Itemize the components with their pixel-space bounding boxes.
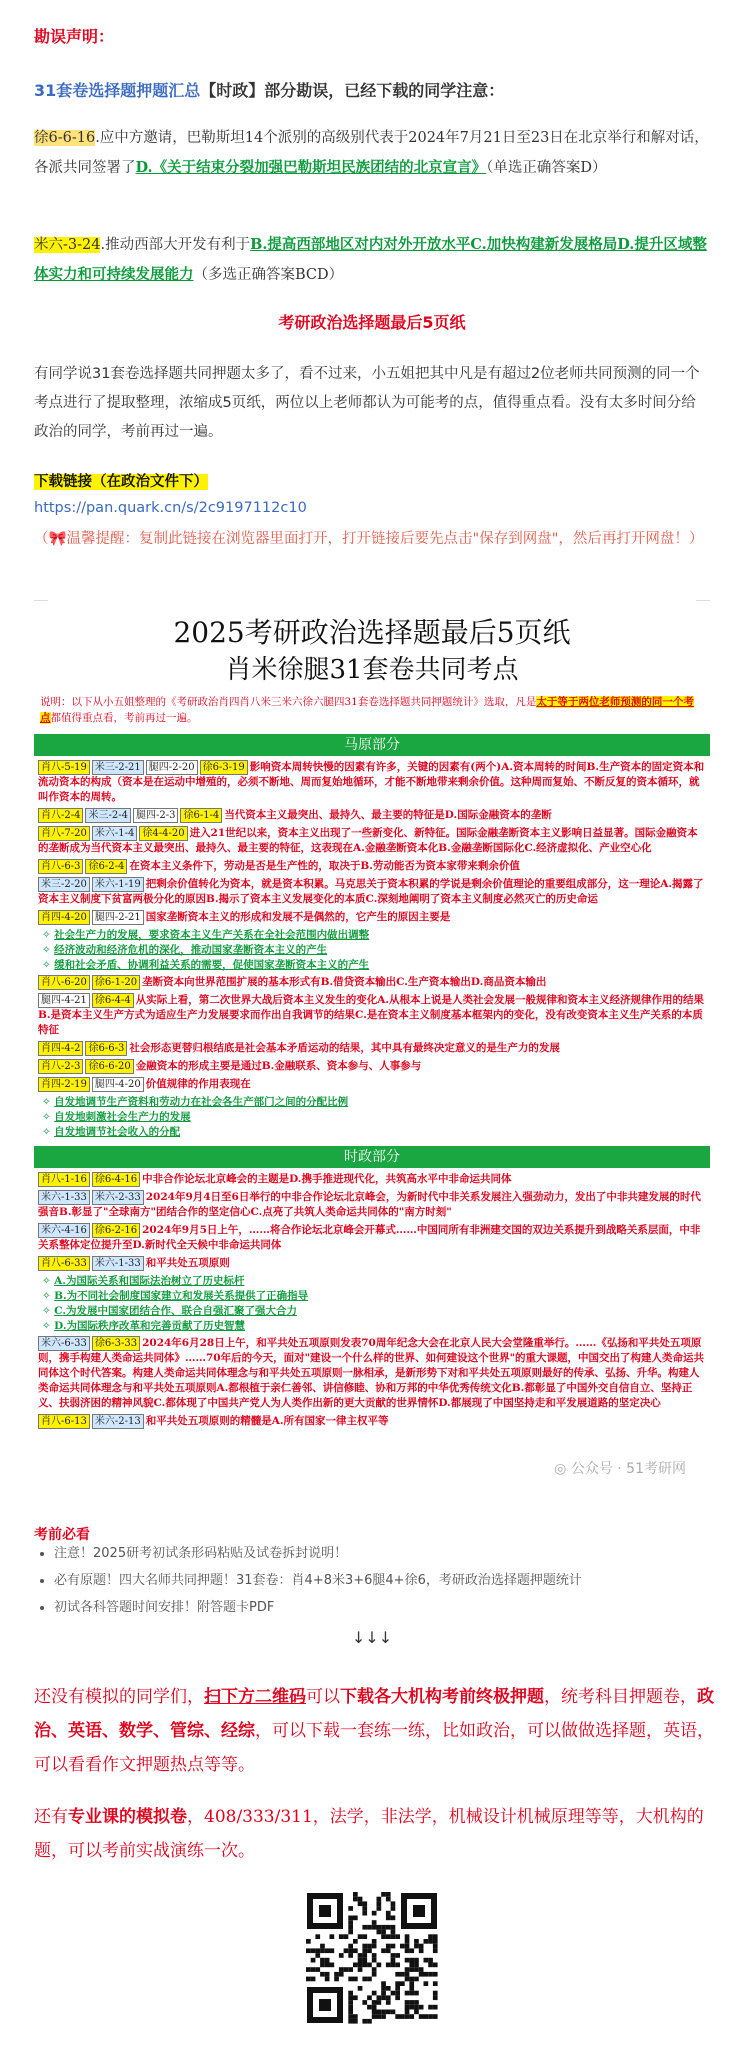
source-tag: 肖八-2-3 (38, 1059, 83, 1074)
source-tag: 腿四-4-20 (92, 1077, 144, 1092)
diamond-item: ✧ 经济波动和经济危机的深化，推动国家垄断资本主义的产生 (42, 944, 328, 956)
source-tag: 徐6-3-33 (92, 1336, 140, 1351)
errata-heading: 勘误声明： (34, 27, 115, 46)
diamond-item: ✧ 社会生产力的发展，要求资本主义生产关系在全社会范围内做出调整 (42, 929, 370, 941)
diamond-icon: ✧ (42, 1126, 55, 1138)
poster-row (38, 1077, 706, 1092)
source-tag: 徐6-6-20 (85, 1059, 133, 1074)
source-tag: 肖四-2-19 (38, 1077, 90, 1092)
download-link[interactable]: https://pan.quark.cn/s/2c9197112c10 (34, 500, 307, 516)
errata-item-1-tag: 徐6-6-16 (34, 130, 96, 146)
poster-row (38, 1059, 706, 1074)
errata-item-1-answer: D.《关于结束分裂加强巴勒斯坦民族团结的北京宣言》 (135, 159, 487, 176)
row-text: 2024年6月28日上午，和平共处五项原则发表70周年纪念大会在北京人民大会堂隆重举行。……《弘扬和平共处五项原则，携手构建人类命运共同体》……70年后的今天，面对"建设一个什么样的世界、如何建设这个世界"的重大课题，中国交出了构建人类命运共同体这个时代答案。构建人类命运共同体理念与和平共处五项原则一脉相承，是新形势下对和平共处五项原则最好的传承、弘扬、升华。构建人类命运共同体理念与和平共处五项原则A.都根植于亲仁善邻、讲信修睦、协和万邦的中华优秀传统文化B.都彰显了中国外交自信自立、坚持正义、扶弱济困的精神风貌C.都体现了中国共产党人为人类作出新的更大贡献的世界情怀D.都展现了中国坚持走和平发展道路的坚定决心 (38, 1337, 705, 1409)
poster-row (38, 993, 706, 1038)
poster-row (38, 877, 706, 907)
poster-subtitle: 肖米徐腿31套卷共同考点 (225, 655, 519, 685)
source-tag: 米三-2-20 (38, 877, 90, 892)
source-tag: 米六-2-13 (92, 1414, 144, 1429)
source-tag: 徐6-4-16 (92, 1172, 140, 1187)
row-text: 2024年9月4日至6日举行的中非合作论坛北京峰会，为新时代中非关系发展注入强劲动力，发出了中非共建发展的时代强音B.彰显了"全球南方"团结合作的坚定信心C.点亮了共筑人类命运共同体的"南方时刻" (38, 1191, 701, 1218)
source-tag: 腿四-2-20 (146, 760, 198, 775)
must-read-item[interactable]: • 注意！2025研考初试条形码粘贴及试卷拆封说明！ (54, 1540, 730, 1567)
errata-item-2-answer: B.提高西部地区对内对外开放水平C.加快构建新发展格局D.提升区域整体实力和可持续发展能力 (34, 236, 707, 283)
source-tag: 米六-1-19 (92, 877, 144, 892)
poster-row (38, 1223, 706, 1253)
poster-row (38, 975, 706, 990)
row-text: 社会形态更替归根结底是社会基本矛盾运动的结果，其中具有最终决定意义的是生产力的发展 (129, 1042, 560, 1054)
row-text: 中非合作论坛北京峰会的主题是D.携手推进现代化，共筑高水平中非命运共同体 (142, 1173, 512, 1185)
poster-row (38, 1190, 706, 1220)
diamond-icon: ✧ (42, 929, 55, 941)
row-text: 金融资本的形成主要是通过B.金融联系、资本参与、人事参与 (135, 1060, 422, 1072)
diamond-icon: ✧ (42, 1305, 55, 1317)
poster-row (38, 1041, 706, 1056)
source-tag: 肖八-6-20 (38, 975, 90, 990)
errata-item-2 (34, 230, 710, 290)
diamond-item: ✧ 缓和社会矛盾、协调利益关系的需要，促使国家垄断资本主义的产生 (42, 959, 370, 971)
source-tag: 腿四-4-21 (38, 993, 90, 1008)
source-tag: 肖八-6-33 (38, 1256, 90, 1271)
politics-rows-2 (34, 1334, 710, 1429)
diamond-item: ✧ D.为国际秩序改革和完善贡献了历史智慧 (42, 1320, 246, 1332)
politics-diamond-list (34, 1274, 710, 1334)
promo-paragraph-2: 还有专业课的模拟卷，408/333/311，法学，非法学，机械设计机械原理等等，大机构的题，可以考前实战演练一次。 (34, 1807, 704, 1861)
download-tip: （🎀温馨提醒：复制此链接在浏览器里面打开，打开链接后要先点击"保存到网盘"，然后再打开网盘！） (34, 531, 704, 547)
must-read-item[interactable]: • 初试各科答题时间安排！附答题卡PDF (54, 1594, 730, 1621)
poster-row (38, 859, 706, 874)
diamond-icon: ✧ (42, 959, 55, 971)
row-text: 2024年9月5日上午，……将合作论坛北京峰会开幕式……中国同所有非洲建交国的双边关系提升到战略关系层面，中非关系整体定位提升至D.新时代全天候中非命运共同体 (38, 1224, 701, 1251)
diamond-icon: ✧ (42, 944, 55, 956)
errata-lead (34, 78, 504, 101)
row-text: 和平共处五项原则 (145, 1257, 230, 1269)
source-tag: 徐6-1-4 (180, 808, 222, 823)
diamond-icon: ✧ (42, 1096, 55, 1108)
source-tag: 肖八-7-20 (38, 826, 90, 841)
diamond-item: ✧ 自发地调节社会收入的分配 (42, 1126, 181, 1138)
source-tag: 肖八-6-3 (38, 859, 83, 874)
source-tag: 肖四-4-2 (38, 1041, 83, 1056)
qr-code[interactable] (302, 1888, 442, 2028)
diamond-icon: ✧ (42, 1290, 55, 1302)
wechat-icon: ◎ (554, 1461, 571, 1477)
source-tag: 腿四-2-3 (133, 808, 178, 823)
diamond-icon: ✧ (42, 1320, 55, 1332)
watermark: ◎ 公众号 · 51考研网 (554, 1461, 686, 1477)
errata-item-2-note: （多选正确答案BCD） (193, 267, 344, 283)
must-read-item[interactable]: • 必有原题！四大名师共同押题！31套卷：肖4+8米3+6腿4+徐6，考研政治选择题押题统计 (54, 1567, 730, 1594)
source-tag: 米三-2-21 (92, 760, 144, 775)
source-tag: 肖八-1-16 (38, 1172, 90, 1187)
errata-item-1 (34, 124, 710, 183)
source-tag: 米六-6-33 (38, 1336, 90, 1351)
source-tag: 米六-4-16 (38, 1223, 90, 1238)
row-text: 从实际上看，第二次世界大战后资本主义发生的变化A.从根本上说是人类社会发展一般规律和资本主义经济规律作用的结果B.是资本主义生产方式为适应生产力发展要求而作出自我调节的结果C.是在资本主义制度基本框架内的变化，没有改变资本主义生产关系的本质特征 (38, 994, 705, 1036)
poster-row (38, 808, 706, 823)
marxism-rows (34, 756, 710, 925)
diamond-item: ✧ B.为不同社会制度国家建立和发展关系提供了正确指导 (42, 1290, 309, 1302)
source-tag: 米六-1-33 (38, 1190, 90, 1205)
source-tag: 徐6-4-4 (92, 993, 134, 1008)
marxism-diamond-list-2 (34, 1095, 710, 1140)
errata-item-1-note: （单选正确答案D） (486, 160, 607, 176)
poster-row (38, 1336, 706, 1411)
source-tag: 徐6-2-16 (92, 1223, 140, 1238)
marxism-diamond-list (34, 928, 710, 973)
errata-item-2-text: .推动西部大开发有利于 (100, 237, 251, 253)
poster-row (38, 760, 706, 805)
errata-lead-link[interactable]: 31套卷选择题押题汇总 (34, 81, 201, 100)
errata-item-1-text: .应中方邀请，巴勒斯坦14个派别的高级别代表于2024年7月21日至23日在北京举行和解对话，各派共同签署了 (34, 130, 709, 176)
section-bar-politics: 时政部分 (34, 1146, 710, 1168)
row-text: 把剩余价值转化为资本，就是资本积累。马克思关于资本积累的学说是剩余价值理论的重要组成部分，这一理论A.揭露了资本主义制度下贫富两极分化的原因B.揭示了资本主义发展变化的本质C.深刻地阐明了资本主义制度必然灭亡的历史命运 (38, 878, 704, 905)
diamond-item: ✧ A.为国际关系和国际法治树立了历史标杆 (42, 1275, 245, 1287)
source-tag: 徐6-6-3 (85, 1041, 127, 1056)
poster-row (38, 826, 706, 856)
row-text: 和平共处五项原则的精髓是A.所有国家一律主权平等 (145, 1415, 389, 1427)
source-tag: 肖八-6-13 (38, 1414, 90, 1429)
down-arrows: ↓↓↓ (351, 1628, 393, 1647)
poster-row (38, 910, 706, 925)
source-tag: 徐6-3-19 (200, 760, 248, 775)
source-tag: 腿四-2-21 (92, 910, 144, 925)
source-tag: 徐6-2-4 (85, 859, 127, 874)
source-tag: 肖八-2-4 (38, 808, 83, 823)
poster-note: 说明：以下从小五姐整理的《考研政治肖四肖八米三米六徐六腿四31套卷选择题共同押题统计》选取，凡是太于等于两位老师预测的同一个考点都值得重点看，考前再过一遍。 (40, 696, 694, 724)
diamond-item: ✧ C.为发展中国家团结合作、联合自强汇聚了强大合力 (42, 1305, 297, 1317)
download-label: 下载链接（在政治文件下） (34, 474, 208, 490)
source-tag: 徐4-4-20 (139, 826, 187, 841)
source-tag: 肖四-4-20 (38, 910, 90, 925)
row-text: 价值规律的作用表现在 (145, 1078, 251, 1090)
errata-lead-rest: 【时政】部分勘误，已经下载的同学注意： (200, 81, 505, 100)
row-text: 影响资本周转快慢的因素有许多，关键的因素有(两个)A.资本周转的时间B.生产资本的固定资本和流动资本的构成（资本是在运动中增殖的，必须不断地、周而复始地循环，才能不断地带来剩余价值。这种周而复始、不断反复的资本循环，就叫作资本的周转。 (38, 761, 705, 803)
row-text: 垄断资本向世界范围扩展的基本形式有B.借贷资本输出C.生产资本输出D.商品资本输出 (142, 976, 547, 988)
row-text: 在资本主义条件下，劳动是否是生产性的，取决于B.劳动能否为资本家带来剩余价值 (129, 860, 520, 872)
source-tag: 米六-1-4 (92, 826, 137, 841)
poster-title: 2025考研政治选择题最后5页纸 (173, 616, 571, 649)
source-tag: 米三-2-4 (85, 808, 130, 823)
must-read-list (34, 1540, 730, 1621)
diamond-icon: ✧ (42, 1275, 55, 1287)
row-text: 当代资本主义最突出、最持久、最主要的特征是D.国际金融资本的垄断 (224, 809, 552, 821)
poster-row (38, 1172, 706, 1187)
poster-image (34, 600, 710, 1500)
section-title: 考研政治选择题最后5页纸 (278, 313, 466, 332)
source-tag: 米六-2-33 (92, 1190, 144, 1205)
diamond-icon: ✧ (42, 1111, 55, 1123)
promo-paragraph-1: 还没有模拟的同学们，扫下方二维码可以下载各大机构考前终极押题，统考科目押题卷，政治、英语、数学、管综、经综，可以下载一套练一练，比如政治，可以做做选择题，英语，可以看看作文押题热点等等。 (34, 1687, 714, 1775)
marxism-rows-2 (34, 973, 710, 1092)
poster-row (38, 1414, 706, 1429)
poster-row (38, 1256, 706, 1271)
source-tag: 肖八-5-19 (38, 760, 90, 775)
politics-rows (34, 1168, 710, 1271)
row-text: 国家垄断资本主义的形成和发展不是偶然的，它产生的原因主要是 (145, 911, 451, 923)
errata-item-2-tag: 米六-3-24 (34, 237, 101, 253)
source-tag: 米六-1-33 (92, 1256, 144, 1271)
diamond-item: ✧ 自发地调节生产资料和劳动力在社会各生产部门之间的分配比例 (42, 1096, 349, 1108)
row-text: 进入21世纪以来，资本主义出现了一些新变化、新特征。国际金融垄断资本主义影响日益显著。国际金融资本的垄断成为当代资本主义最突出、最持久、最主要的特征，这表现在A.金融垄断资本化B.金融垄断国际化C.经济虚拟化、产业空心化 (38, 827, 698, 854)
section-bar-marxism: 马原部分 (34, 734, 710, 756)
intro-paragraph: 有同学说31套卷选择题共同押题太多了，看不过来，小五姐把其中凡是有超过2位老师共同预测的同一个考点进行了提取整理，浓缩成5页纸，两位以上老师都认为可能考的点，值得重点看。没有太多时间分给政治的同学，考前再过一遍。 (34, 366, 700, 440)
must-read-heading: 考前必看 (34, 1527, 90, 1543)
diamond-item: ✧ 自发地刺激社会生产力的发展 (42, 1111, 191, 1123)
source-tag: 徐6-1-20 (92, 975, 140, 990)
